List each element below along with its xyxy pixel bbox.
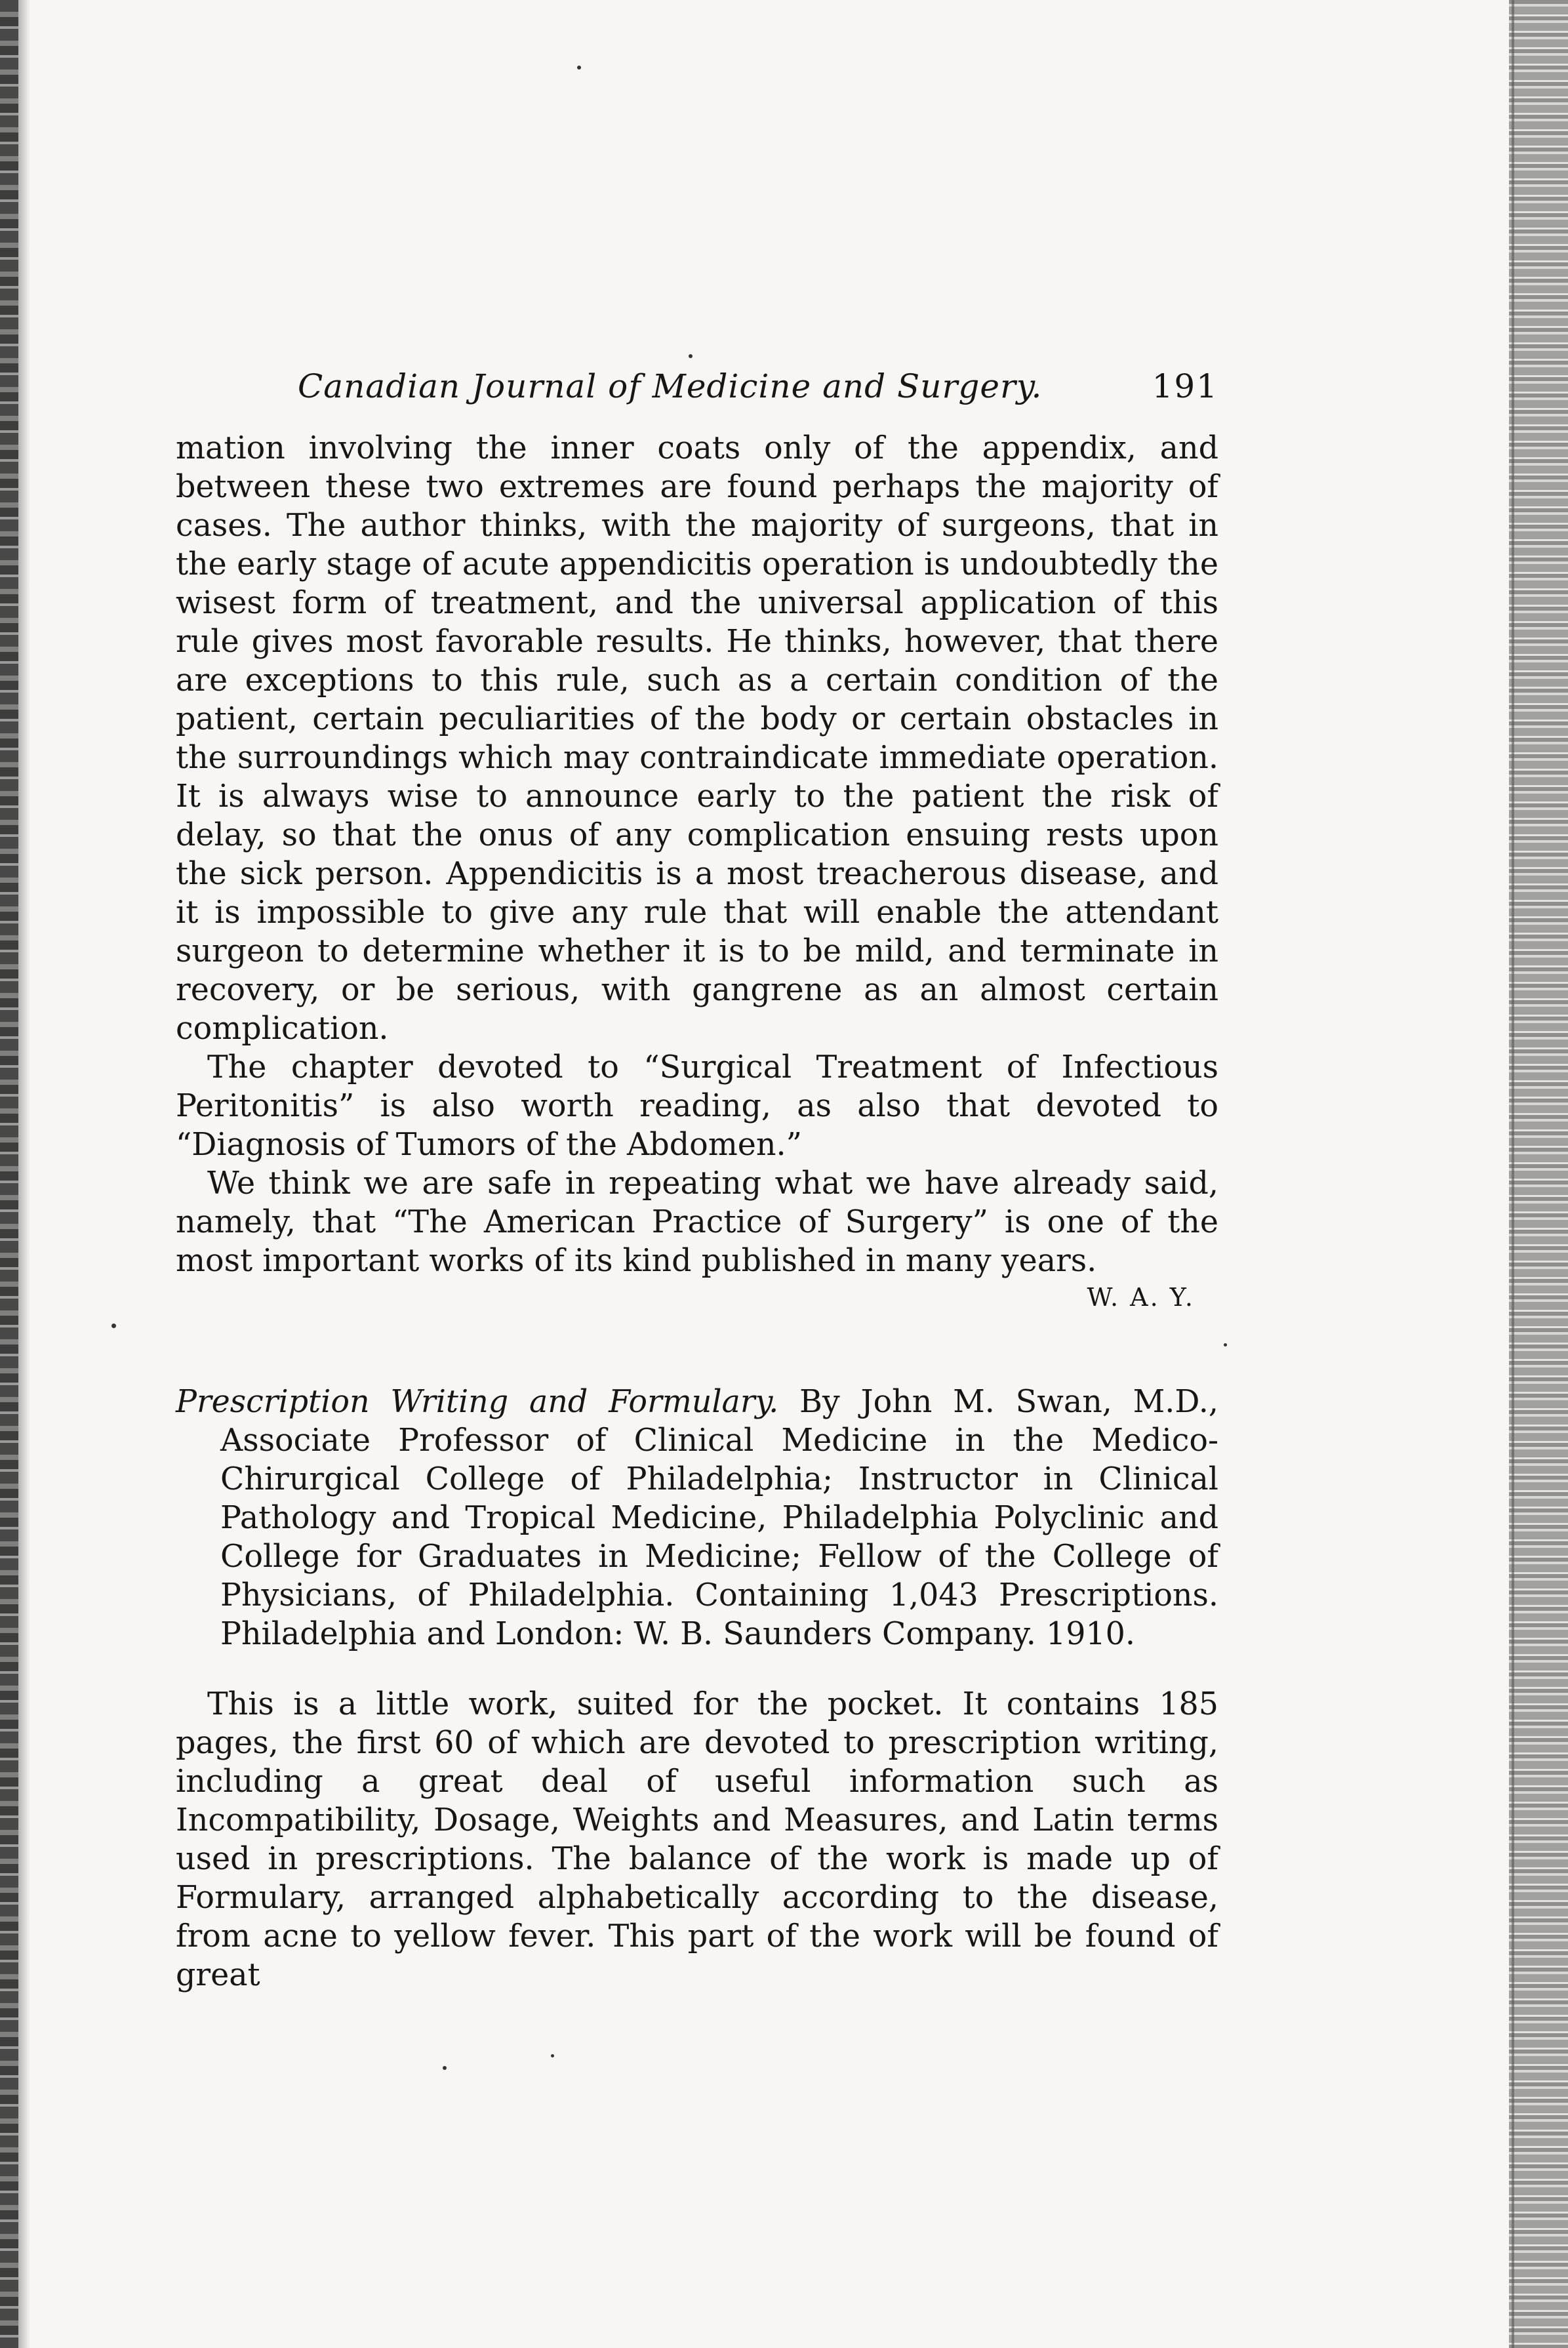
page-number: 191 <box>1152 367 1218 405</box>
scan-speck <box>577 66 581 70</box>
scan-shadow-left <box>18 0 30 2348</box>
journal-title: Canadian Journal of Medicine and Surgery. <box>298 367 1043 405</box>
scan-speck <box>551 2054 554 2057</box>
running-head <box>176 367 1218 421</box>
scan-edge-line-right <box>1512 0 1514 2348</box>
scan-speck <box>689 354 693 358</box>
book-title: Prescription Writing and Formulary. <box>176 1384 779 1420</box>
scan-binding-edge-right <box>1509 0 1568 2348</box>
book-review-body: This is a little work, suited for the pocket. It contains 185 pages, the first 60 of which are devoted to prescription writing, including a great deal of useful information such as Incompatibility, Dosage, Weights and Measures, and Latin terms used in prescriptions. The balance of the work is made up of Formulary, arranged alphabetically according to the disease, from acne to yellow fever. This part of the work will be found of great <box>176 1686 1218 1993</box>
journal-page <box>176 367 1218 1994</box>
paragraph-continuation: mation involving the inner coats only of the appendix, and between these two extremes are found perhaps the majority of cases. The author thinks, with the majority of surgeons, that in the early stage of acute appendicitis operation is undoubtedly the wisest form of treatment, and the universal application of this rule gives most favorable results. He thinks, however, that there are exceptions to this rule, such as a certain condition of the patient, certain peculiarities of the body or certain obstacles in the surroundings which may contraindicate immediate operation. It is always wise to announce early to the patient the risk of delay, so that the onus of any complication ensuing rests upon the sick person. Appendicitis is a most treacherous disease, and it is impossible to give any rule that will enable the attendant surgeon to determine whether it is to be mild, and terminate in recovery, or be serious, with gangrene as an almost certain complication. <box>176 430 1218 1047</box>
reviewer-initials: W. A. Y. <box>1087 1283 1195 1312</box>
scan-speck <box>111 1324 116 1328</box>
scan-speck <box>443 2066 447 2070</box>
paragraph-chapter-notes: The chapter devoted to “Surgical Treatment of Infectious Peritonitis” is also worth reading, as also that devoted to “Diagnosis of Tumors of the Abdomen.” <box>176 1049 1218 1163</box>
paragraph-conclusion: We think we are safe in repeating what we have already said, namely, that “The American Practice of Surgery” is one of the most important works of its kind published in many years. <box>176 1165 1218 1279</box>
book-citation: By John M. Swan, M.D., Associate Professor of Clinical Medicine in the Medico-Chirurgical College of Philadelphia; Instructor in Clinical Pathology and Tropical Medicine, Philadelphia Polyclinic and College for Graduates in Medicine; Fellow of the College of Physicians, of Philadelphia. Containing 1,043 Prescriptions. Philadelphia and London: W. B. Saunders Company. 1910. <box>220 1384 1218 1652</box>
book-review-heading <box>176 1383 1218 1653</box>
scan-binding-edge-left <box>0 0 18 2348</box>
scan-speck <box>1224 1343 1227 1346</box>
